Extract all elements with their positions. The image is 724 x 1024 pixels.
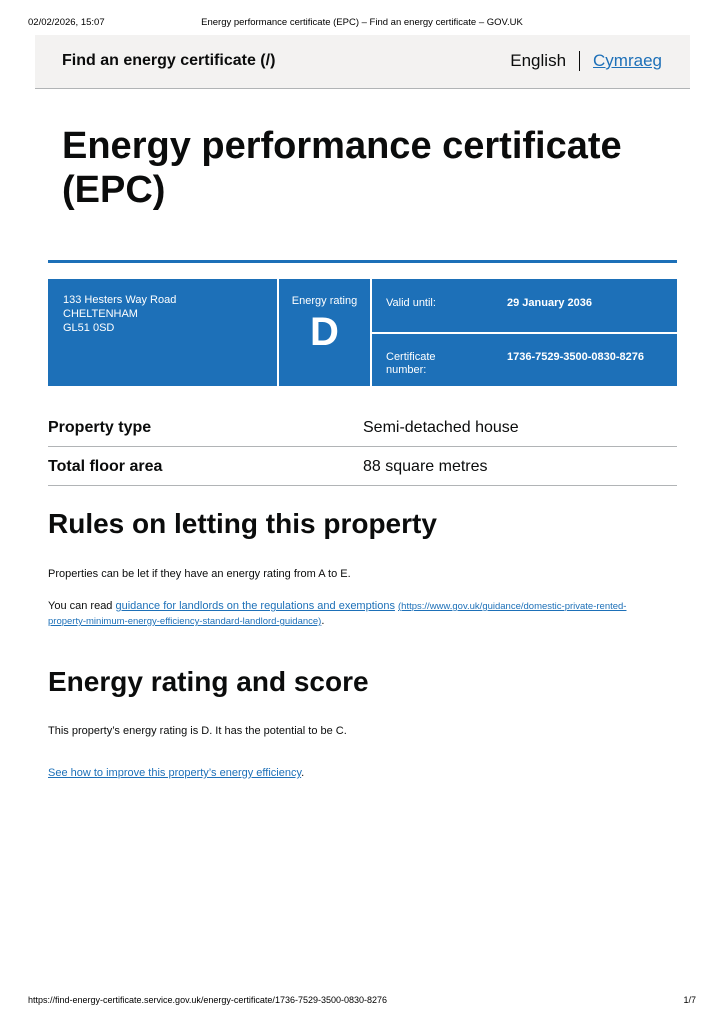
- summary-key: Total floor area: [48, 458, 163, 475]
- summary-value: Semi-detached house: [363, 419, 519, 436]
- guidance-prefix: You can read: [48, 600, 116, 612]
- section-divider: [48, 260, 677, 263]
- landlord-guidance-url[interactable]: (https://www.gov.uk/guidance/domestic-private-rented-property-minimum-energy-efficiency-standard-landlord-guidance): [48, 601, 627, 627]
- certificate-number-label: Certificate number:: [386, 351, 436, 376]
- print-page-number: 1/7: [683, 995, 696, 1005]
- summary-row-property-type: [48, 408, 677, 447]
- improve-efficiency-link[interactable]: See how to improve this property’s energy efficiency: [48, 767, 302, 779]
- print-page-url: https://find-energy-certificate.service.gov.uk/energy-certificate/1736-7529-3500-0830-8276: [28, 995, 388, 1005]
- print-footer: [28, 995, 696, 1007]
- energy-rating-letter: D: [310, 310, 339, 354]
- service-header: [35, 35, 690, 89]
- property-address: [48, 279, 277, 386]
- language-english: English: [510, 51, 567, 70]
- valid-until-value: 29 January 2036: [507, 297, 593, 309]
- address-line-1: 133 Hesters Way Road: [63, 294, 177, 306]
- print-header: [28, 17, 696, 31]
- valid-until-cell: [372, 279, 677, 332]
- energy-rating-heading: Energy rating and score: [48, 666, 369, 697]
- language-switcher: [510, 51, 662, 71]
- improve-efficiency-paragraph: [48, 766, 658, 780]
- address-line-3: GL51 0SD: [63, 322, 115, 334]
- language-divider: [579, 51, 580, 71]
- summary-row-floor-area: [48, 447, 677, 486]
- energy-rating-cell: [279, 279, 370, 386]
- letting-rules-text: Properties can be let if they have an energy rating from A to E.: [48, 568, 351, 580]
- address-line-2: CHELTENHAM: [63, 308, 138, 320]
- language-cymraeg-link[interactable]: Cymraeg: [593, 51, 662, 70]
- print-datetime: 02/02/2026, 15:07: [28, 17, 105, 28]
- guidance-suffix: .: [321, 615, 325, 627]
- property-summary-list: [48, 408, 677, 486]
- service-name-link[interactable]: [62, 52, 275, 70]
- landlord-guidance-paragraph: [48, 599, 658, 629]
- letting-rules-heading: Rules on letting this property: [48, 508, 437, 539]
- improve-suffix: .: [301, 767, 305, 779]
- certificate-number-cell: [372, 334, 677, 386]
- certificate-number-value: 1736-7529-3500-0830-8276: [507, 351, 645, 363]
- page-title: Energy performance certificate (EPC): [62, 125, 622, 211]
- epc-summary-panel: [48, 279, 677, 386]
- print-document-title: Energy performance certificate (EPC) – Find an energy certificate – GOV.UK: [201, 17, 523, 28]
- valid-until-label: Valid until:: [386, 297, 436, 309]
- service-home-path: (/): [260, 52, 276, 69]
- landlord-guidance-link[interactable]: guidance for landlords on the regulations and exemptions: [115, 600, 395, 612]
- energy-rating-label: Energy rating: [291, 295, 358, 307]
- summary-value: 88 square metres: [363, 458, 488, 475]
- energy-rating-text: This property’s energy rating is D. It has the potential to be C.: [48, 725, 347, 737]
- summary-key: Property type: [48, 419, 152, 436]
- service-name[interactable]: Find an energy certificate: [62, 52, 256, 69]
